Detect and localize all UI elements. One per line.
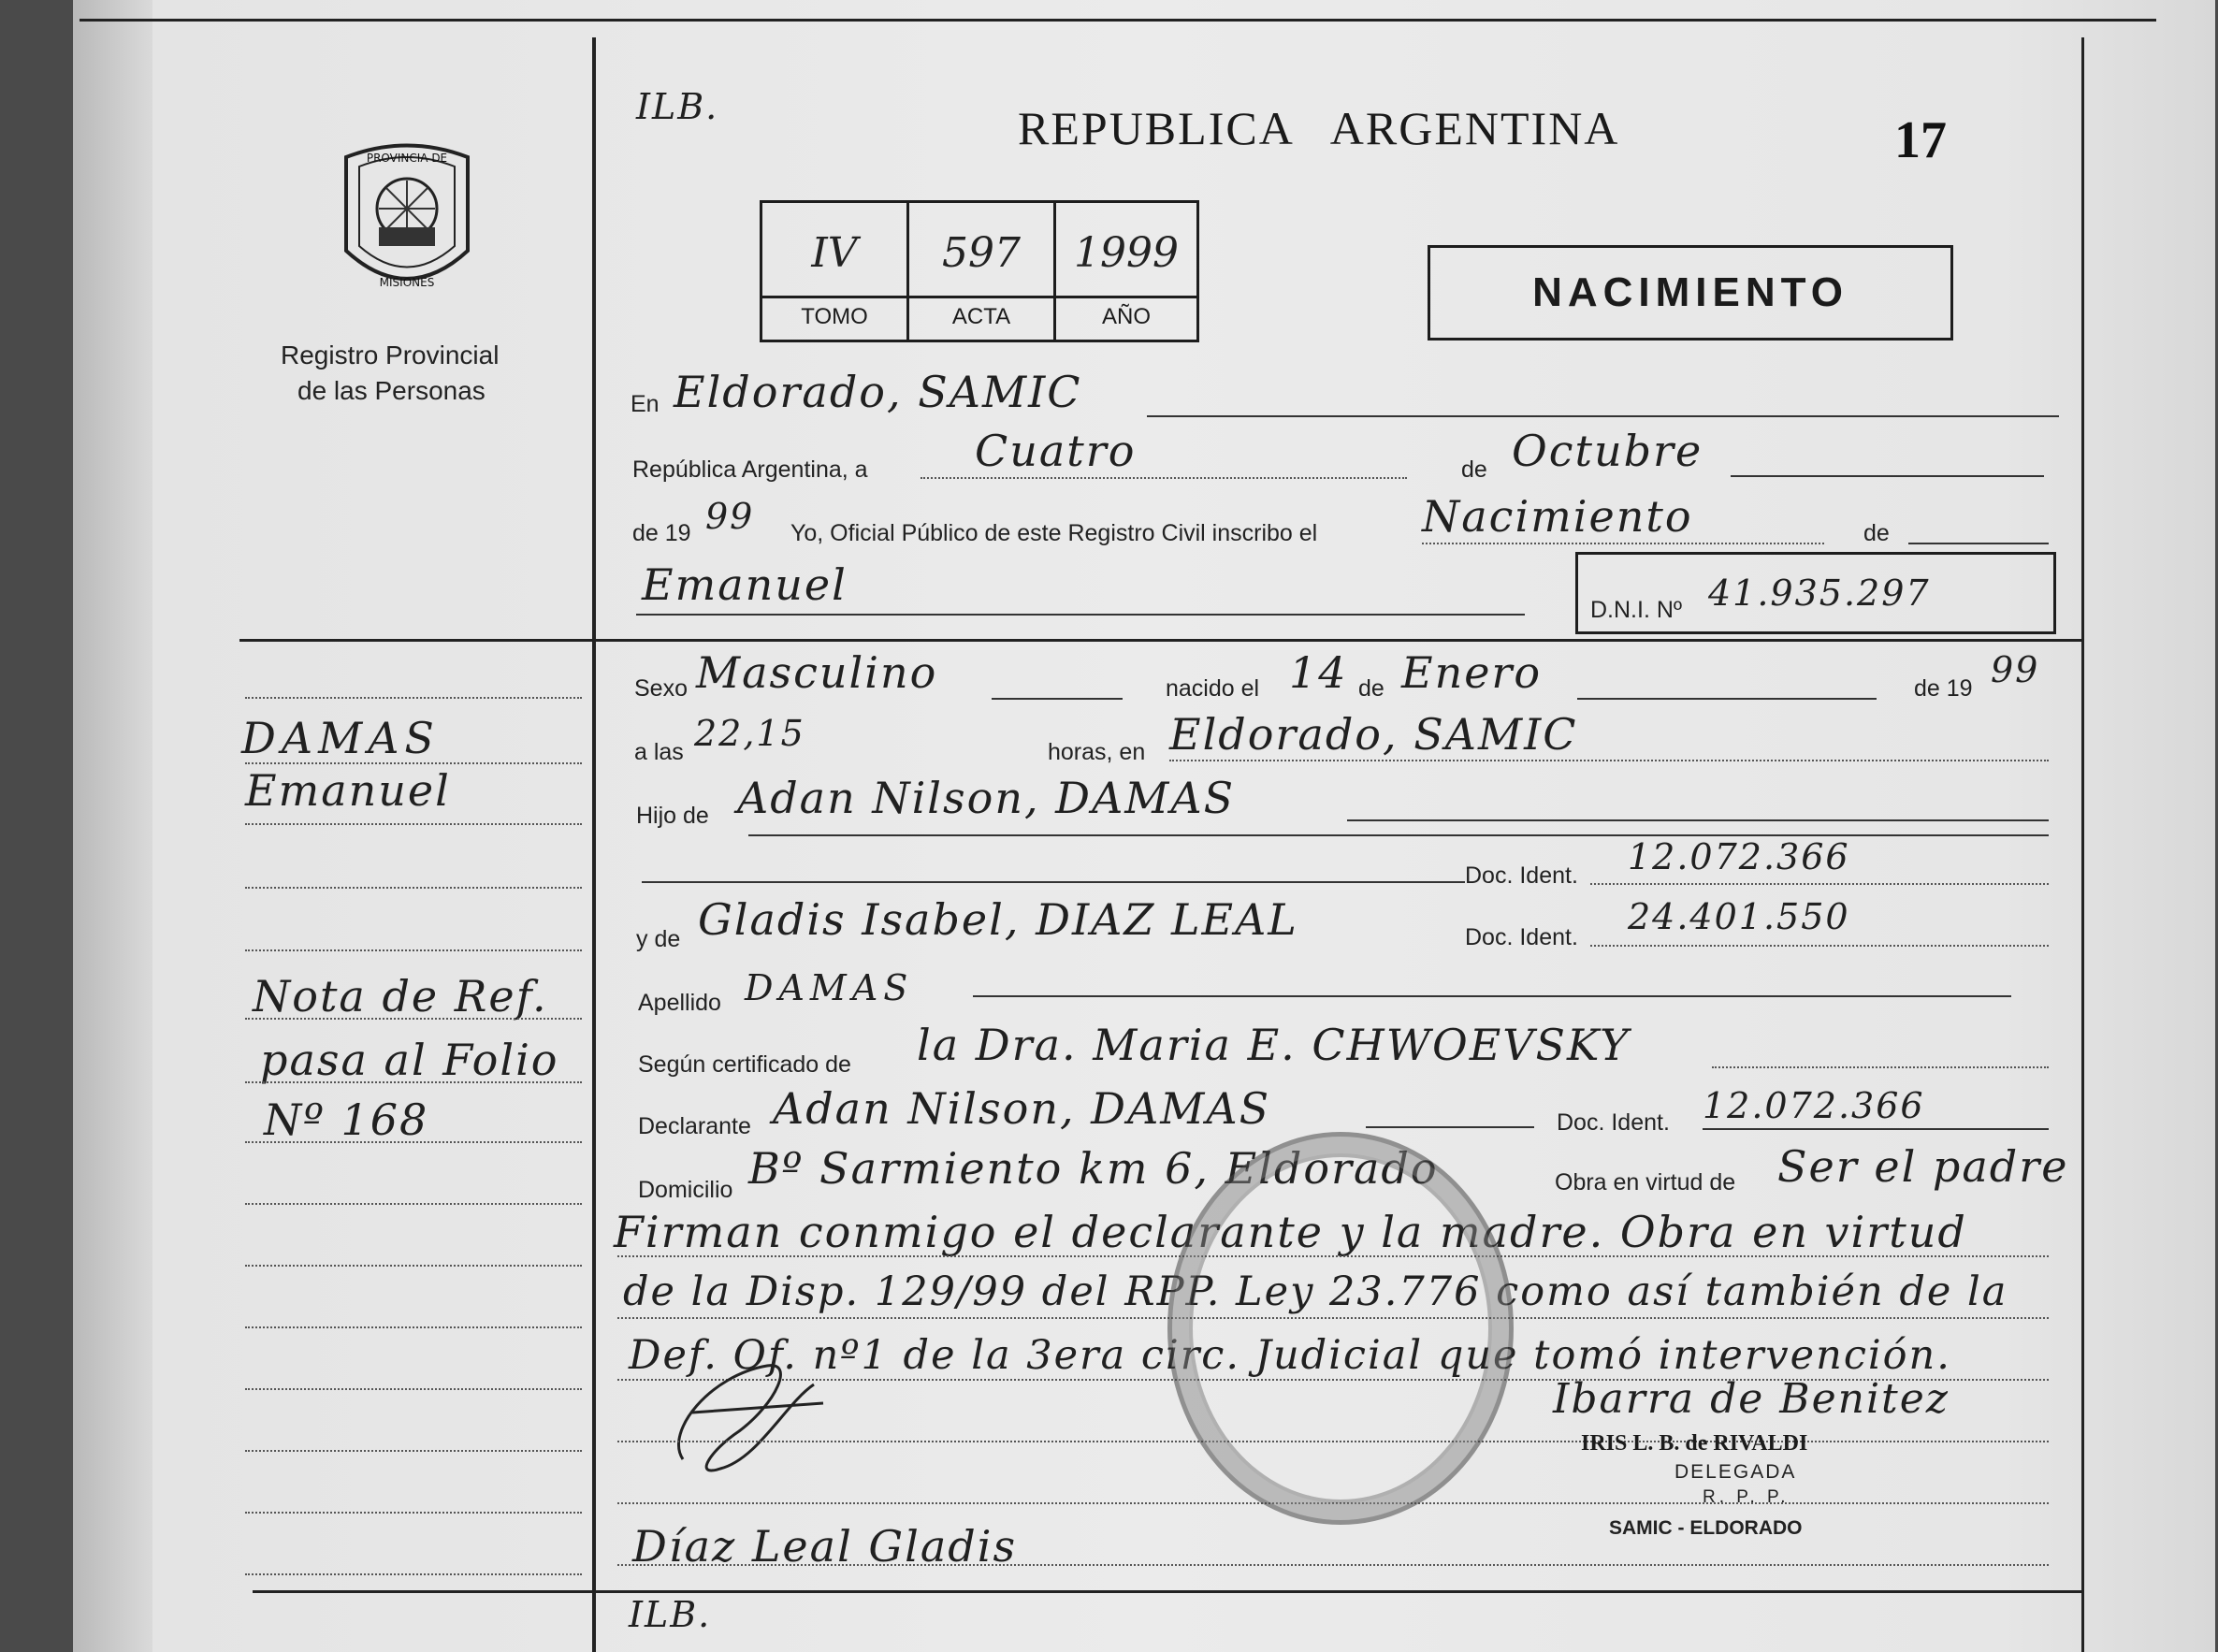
margin-line-13 [245, 1450, 582, 1452]
margin-line-15 [245, 1573, 582, 1575]
province-seal-icon [327, 138, 486, 302]
margin-surname: DAMAS [241, 713, 440, 763]
de19-label: de 19 [1914, 675, 1973, 702]
father-doc-lead-line [642, 881, 1465, 883]
note-line-2: de la Disp. 129/99 del RPP. Ley 23.776 como así también de la [623, 1268, 2008, 1315]
tomo-label: TOMO [762, 296, 906, 336]
tomo-cell [762, 203, 909, 340]
sexo-line [992, 698, 1123, 700]
declarante-label: Declarante [638, 1113, 751, 1139]
act-word-value: Nacimiento [1422, 491, 1693, 542]
sexo-value: Masculino [696, 647, 938, 698]
year-prefix: de 19 [632, 520, 691, 546]
outer-top-rule [80, 19, 2156, 22]
father-name-value: Adan Nilson, DAMAS [737, 773, 1236, 823]
reference-box [760, 200, 1199, 342]
declarante-doc-line [1703, 1128, 2049, 1130]
note-line-3: Def. Of. nº1 de la 3era circ. Judicial que tomó intervención. [629, 1332, 1951, 1379]
day-dots [921, 477, 1407, 479]
birth-place-value: Eldorado, SAMIC [1169, 709, 1578, 760]
declarante-value: Adan Nilson, DAMAS [773, 1083, 1271, 1134]
yde-label: y de [636, 926, 681, 952]
hijo-label: Hijo de [636, 803, 709, 829]
day-word-value: Cuatro [975, 426, 1137, 476]
en-label: En [631, 391, 660, 417]
margin-line-5 [245, 949, 582, 951]
margin-line-3 [245, 823, 582, 825]
margin-line-7 [245, 1081, 582, 1083]
place-line [1147, 415, 2059, 417]
dni-value: 41.935.297 [1708, 572, 1931, 614]
stamp-office: R. P. P. [1703, 1487, 1790, 1507]
margin-line-8 [245, 1141, 582, 1143]
anio-value: 1999 [1074, 229, 1179, 277]
margin-line-11 [245, 1326, 582, 1328]
official-signature: Ibarra de Benitez [1553, 1375, 1950, 1423]
de-label-3: de [1358, 675, 1384, 702]
birth-day-value: 14 [1289, 647, 1348, 698]
official-round-stamp [1167, 1132, 1514, 1525]
seal-text-top: PROVINCIA DE [366, 152, 448, 165]
stamp-name: IRIS L. B. de RIVALDI [1581, 1431, 1808, 1456]
seal-text-bottom: MISIONES [379, 276, 435, 289]
dni-label: D.N.I. Nº [1590, 597, 1683, 623]
tomo-value: IV [811, 229, 858, 277]
acta-value: 597 [942, 229, 1021, 277]
mother-doc-value: 24.401.550 [1628, 896, 1850, 937]
birth-month-line [1577, 698, 1877, 700]
birth-place-dots [1169, 760, 2049, 761]
margin-line-2 [245, 762, 582, 764]
obra-label: Obra en virtud de [1555, 1169, 1736, 1196]
record-type-box [1428, 245, 1953, 341]
page-binding-edge [73, 0, 152, 1652]
center-vertical-rule [592, 37, 596, 1652]
obra-value: Ser el padre [1777, 1141, 2069, 1192]
month-word-value: Octubre [1512, 426, 1703, 476]
sexo-label: Sexo [634, 675, 688, 702]
horas-label: horas, en [1048, 739, 1146, 765]
page-number: 17 [1894, 111, 1947, 169]
record-type-label: NACIMIENTO [1532, 269, 1848, 315]
birth-year-value: 99 [1991, 649, 2040, 690]
margin-line-6 [245, 1018, 582, 1020]
margin-line-1 [245, 697, 582, 699]
segun-label: Según certificado de [638, 1051, 851, 1078]
year-suffix-value: 99 [705, 496, 755, 537]
mother-name-value: Gladis Isabel, DIAZ LEAL [698, 894, 1298, 945]
signature-dots-3 [617, 1564, 2049, 1566]
apellido-label: Apellido [638, 990, 721, 1016]
doc-label-2: Doc. Ident. [1465, 924, 1578, 950]
child-name-value: Emanuel [642, 559, 848, 610]
month-line [1731, 475, 2044, 477]
country-title: REPUBLICA ARGENTINA [1018, 102, 1620, 154]
birth-month-value: Enero [1401, 647, 1543, 698]
de-label-2: de [1863, 520, 1890, 546]
note-line-1: Firman conmigo el declarante y la madre. Obra en virtud [614, 1207, 1967, 1257]
segun-dots [1712, 1066, 2049, 1068]
margin-line-12 [245, 1388, 582, 1390]
apellido-value: DAMAS [745, 967, 914, 1008]
declarante-line [1366, 1126, 1534, 1128]
domicilio-label: Domicilio [638, 1177, 733, 1203]
time-value: 22,15 [694, 713, 805, 754]
margin-note-3: Nº 168 [264, 1094, 429, 1145]
right-vertical-rule [2081, 37, 2084, 1652]
declarante-doc-value: 12.072.366 [1703, 1085, 1925, 1126]
stamp-title: DELEGADA [1674, 1461, 1797, 1483]
registro-civil-text: Yo, Oficial Público de este Registro Civil inscribo el [790, 520, 1318, 546]
margin-line-10 [245, 1265, 582, 1267]
mother-doc-dots [1590, 945, 2049, 947]
anio-cell [1056, 203, 1196, 340]
de2-line [1908, 543, 2049, 544]
place-value: Eldorado, SAMIC [674, 367, 1082, 417]
acta-cell [909, 203, 1056, 340]
apellido-line [973, 995, 2011, 997]
office-name-line2: de las Personas [297, 376, 486, 405]
office-name-line1: Registro Provincial [281, 341, 500, 370]
segun-value: la Dra. Maria E. CHWOEVSKY [917, 1020, 1631, 1070]
margin-line-14 [245, 1512, 582, 1514]
margin-line-4 [245, 887, 582, 889]
corner-initials-top: ILB. [636, 86, 719, 127]
doc-label-1: Doc. Ident. [1465, 862, 1578, 889]
anio-label: AÑO [1056, 296, 1196, 336]
father-line-2 [748, 834, 2049, 836]
doc-label-3: Doc. Ident. [1557, 1109, 1670, 1136]
stamp-place: SAMIC - ELDORADO [1609, 1517, 1803, 1539]
header-divider-rule [239, 639, 2084, 642]
father-doc-dots [1590, 883, 2049, 885]
nacido-label: nacido el [1166, 675, 1260, 702]
father-doc-value: 12.072.366 [1628, 836, 1850, 877]
domicilio-value: Bº Sarmiento km 6, Eldorado [748, 1143, 1439, 1194]
father-line [1347, 819, 2049, 821]
margin-given-name: Emanuel [245, 765, 451, 816]
mother-signature: Díaz Leal Gladis [632, 1521, 1018, 1572]
act-dots [1422, 543, 1824, 544]
footer-divider-rule [253, 1590, 2084, 1593]
margin-note-1: Nota de Ref. [253, 971, 548, 1022]
margin-line-9 [245, 1203, 582, 1205]
margin-note-2: pasa al Folio [260, 1035, 559, 1085]
republica-label: República Argentina, a [632, 456, 868, 483]
a-las-label: a las [634, 739, 684, 765]
declarant-signature [655, 1347, 851, 1487]
corner-initials-bottom: ILB. [629, 1594, 712, 1635]
acta-label: ACTA [909, 296, 1053, 336]
de-label-1: de [1461, 456, 1487, 483]
child-name-line [636, 614, 1525, 616]
